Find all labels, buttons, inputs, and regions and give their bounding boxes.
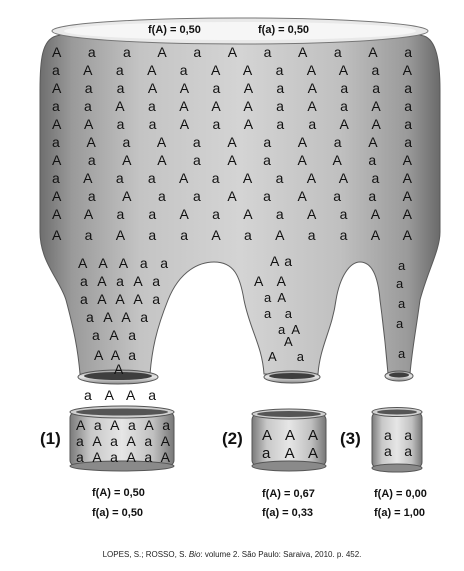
neck1-letter-row: a A A a (86, 309, 148, 325)
caption-details: : volume 2. São Paulo: Saraiva, 2010. p. 452. (200, 550, 362, 559)
source-caption (0, 550, 464, 559)
result-freq-a-2: f(a) = 0,33 (262, 507, 314, 519)
cup3-row: a a (384, 427, 412, 443)
neck2-letter-row: A a (270, 253, 292, 269)
cup1-row: a A a A a A (76, 433, 170, 449)
jar-letter-row: A a a A A a A a A a a a (52, 80, 413, 96)
neck1-letter-row: A A A a a (78, 255, 168, 271)
cup1-row: a A a A a A (76, 449, 170, 465)
jar-letter-row: A a A a a A a A a a A A (52, 227, 412, 243)
neck-ring-2 (264, 371, 320, 383)
neck3-letter: a (396, 276, 404, 291)
result-freq-a-3: f(a) = 1,00 (374, 507, 426, 519)
result-freq-A-3: f(A) = 0,00 (374, 488, 427, 500)
scenario-number-3: (3) (340, 429, 361, 448)
falling-letters-1: a A A a (84, 387, 156, 403)
neck1-letter-row: a A a A a (80, 273, 160, 289)
neck3-letter: a (396, 316, 404, 331)
neck3-letter: a (398, 346, 406, 361)
jar-letter-row: a A a a A a A a A A a A (52, 170, 412, 186)
jar-letter-row: a a A a A A A a A a A a (52, 98, 413, 114)
neck-ring-3 (385, 371, 413, 381)
neck1-letter-row: A A a (94, 347, 136, 363)
neck2-letter-row: A a (268, 349, 304, 364)
caption-authors: LOPES, S.; ROSSO, S. (102, 550, 189, 559)
jar-letter-row: A a a A a A a A a A a (52, 44, 412, 60)
cup2-row: A A A (262, 427, 318, 444)
scenario-number-2: (2) (222, 429, 243, 448)
neck2-letter-row: A A (254, 273, 286, 289)
cup2-row: a A A (262, 445, 318, 462)
neck3-letter: a (398, 296, 406, 311)
jar-letter-row: A a A a a A a A a a A (52, 188, 413, 204)
top-freq-A: f(A) = 0,50 (148, 24, 201, 36)
neck1-letter-row: a A A A a (80, 291, 160, 307)
jar-letter-row: A A a a A a A a A a A A (52, 206, 413, 222)
result-freq-a-1: f(a) = 0,50 (92, 507, 144, 519)
neck2-letter-row: a A (278, 322, 300, 337)
neck2-letter-row: A (284, 334, 293, 349)
bottle-opening-inner (64, 22, 416, 40)
neck1-letter-row: a A a (92, 327, 136, 343)
result-freq-A-1: f(A) = 0,50 (92, 487, 145, 499)
neck3-letter: a (398, 258, 406, 273)
cup1-row: A a A a A a (76, 417, 170, 433)
jar-letter-row: a A a A a A A a A A a A (52, 62, 413, 78)
jar-letter-row: a A a A a A a A a A a (52, 134, 412, 150)
neck2-letter-row: a A (264, 290, 286, 305)
caption-title: Bio (188, 550, 201, 559)
jar-letter-row: A a A A a A a A A a A (52, 152, 412, 168)
neck2-letter-row: a a (264, 306, 292, 321)
result-freq-A-2: f(A) = 0,67 (262, 488, 315, 500)
scenario-number-1: (1) (40, 429, 61, 448)
cup3-row: a a (384, 443, 412, 459)
jar-letter-row: A A a a A a A a a A A a (52, 116, 412, 132)
neck1-mouth-letter: A (114, 361, 124, 377)
top-freq-a: f(a) = 0,50 (258, 24, 310, 36)
